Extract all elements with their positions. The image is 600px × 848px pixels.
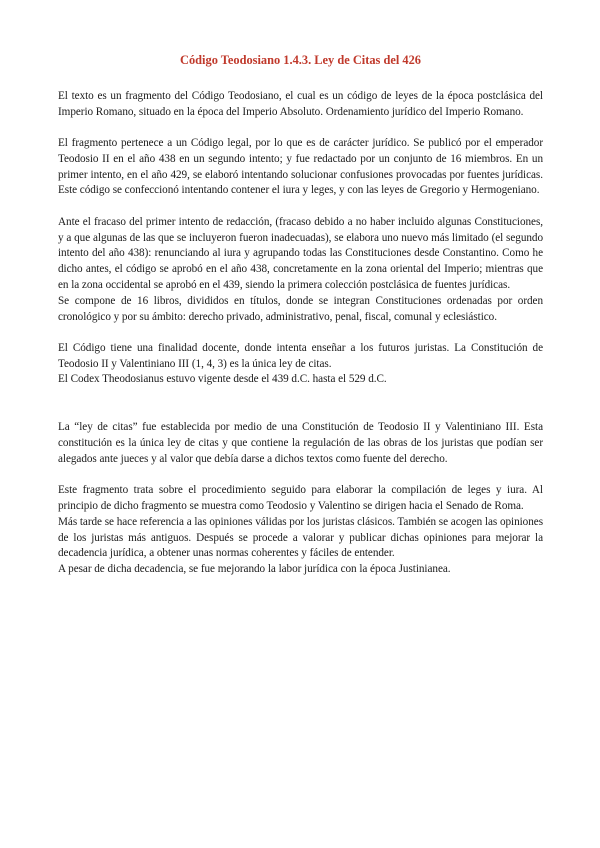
section-spacer bbox=[58, 388, 543, 420]
paragraph-fragment-topic: Este fragmento trata sobre el procedimiento seguido para elaborar la compilación de leges y iura. Al principio de dicho fragmento se muestra como Teodosio y Valentino se dirigen hacia el Senado de Roma. bbox=[58, 484, 543, 512]
paragraph-ley-de-citas: La “ley de citas” fue establecida por medio de una Constitución de Teodosio II y Valentiniano III. Esta constitución es la única ley de citas y que contiene la regulación de las obras de los juristas que podían ser alegados ante jueces y al valor que debía darse a dichos textos como fuente del derecho. bbox=[58, 421, 543, 465]
paragraph-validity: El Codex Theodosianus estuvo vigente desde el 439 d.C. hasta el 529 d.C. bbox=[58, 373, 387, 386]
paragraph-publication: El fragmento pertenece a un Código legal, por lo que es de carácter jurídico. Se publicó por el emperador Teodosio II en el año 438 en un segundo intento; y fue redactado por un conjunto de 16 miembros. En un primer intento, en el año 429, se elaboró intentando solucionar confusiones provocadas por fuentes jurídicas. Este código se confeccionó intentando contener el iura y leges, y con las leyes de Gregorio y Hermogeniano. bbox=[58, 137, 543, 197]
paragraph-spacer bbox=[58, 468, 543, 484]
paragraph-purpose: El Código tiene una finalidad docente, donde intenta enseñar a los futuros juristas. La Constitución de Teodosio II y Valentiniano III (1, 4, 3) es la única ley de citas. bbox=[58, 341, 543, 370]
paragraph-spacer bbox=[58, 199, 543, 215]
paragraph-conclusion: A pesar de dicha decadencia, se fue mejorando la labor jurídica con la época Justinianea. bbox=[58, 563, 451, 576]
paragraph-intro: El texto es un fragmento del Código Teodosiano, el cual es un código de leyes de la época postclásica del Imperio Romano, situado en la época del Imperio Absoluto. Ordenamiento jurídico del Imperio Romano. bbox=[58, 90, 543, 118]
paragraph-spacer bbox=[58, 121, 543, 137]
paragraph-opinions: Más tarde se hace referencia a las opiniones válidas por los juristas clásicos. También se acogen las opiniones de los juristas más antiguos. Después se procede a valorar y publicar dichas opiniones para mejorar la decadencia jurídica, a obtener unas normas coherentes y fáciles de entender. bbox=[58, 515, 543, 560]
paragraph-structure: Se compone de 16 libros, divididos en títulos, donde se integran Constituciones ordenadas por orden cronológico y por su ámbito: derecho privado, administrativo, penal, fiscal, comunal y eclesiástico. bbox=[58, 294, 543, 323]
paragraph-spacer bbox=[58, 325, 543, 341]
document-title: Código Teodosiano 1.4.3. Ley de Citas del 426 bbox=[180, 53, 421, 67]
paragraph-second-attempt: Ante el fracaso del primer intento de redacción, (fracaso debido a no haber incluido algunas Constituciones, y a que algunas de las que se incluyeron fueron inadecuadas), se elabora uno nuevo más limitado (el segundo intento del año 438): renunciando al iura y agrupando todas las Constituciones desde Constantino. Como he dicho antes, el código se aprobó en el año 438, concretamente en la zona oriental del Imperio; mientras que en la zona occidental se aprobó en el 439, siendo la primera colección postclásica de fuentes jurídicas. bbox=[58, 215, 543, 291]
